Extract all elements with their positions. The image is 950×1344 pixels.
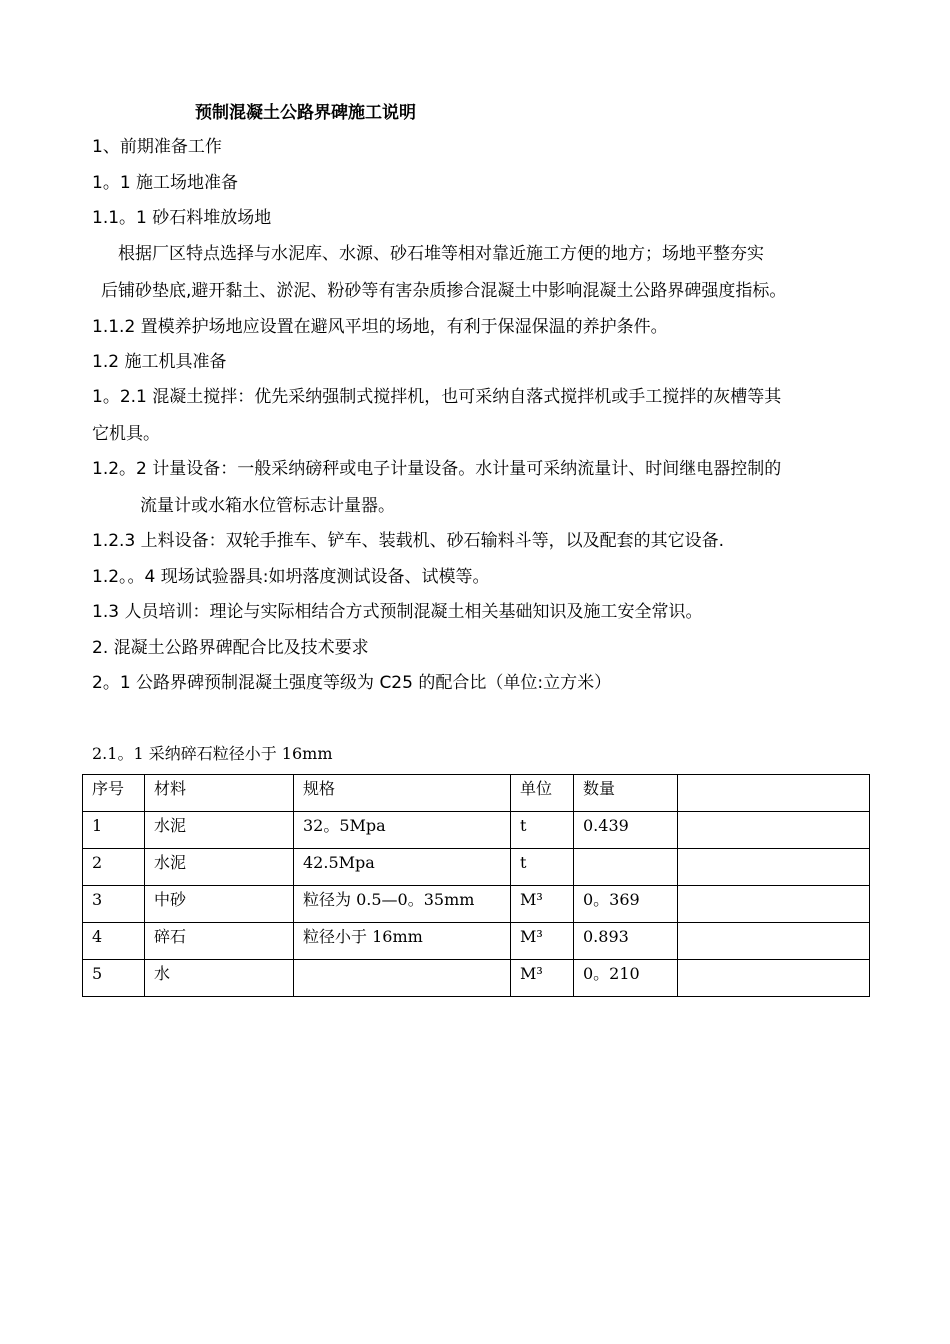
table-cell <box>574 849 678 886</box>
table-cell <box>678 960 870 997</box>
table-caption: 2.1。1 采纳碎石粒径小于 16mm <box>92 744 333 763</box>
table-row <box>83 960 870 997</box>
table-cell: 32。5Mpa <box>294 812 511 849</box>
header-cell: 材料 <box>145 775 294 812</box>
table-cell: 0。210 <box>574 960 678 997</box>
header-cell: 数量 <box>574 775 678 812</box>
table-cell: 粒径为 0.5—0。35mm <box>294 886 511 923</box>
table-cell: 5 <box>83 960 145 997</box>
table-cell: 0.439 <box>574 812 678 849</box>
table-cell <box>678 923 870 960</box>
section-heading: 1、前期准备工作 <box>92 137 222 157</box>
table-cell <box>678 812 870 849</box>
header-cell: 单位 <box>511 775 574 812</box>
table-cell: 42.5Mpa <box>294 849 511 886</box>
table-cell: 粒径小于 16mm <box>294 923 511 960</box>
table-cell: 0.893 <box>574 923 678 960</box>
paragraph-line: 1.2。。4 现场试验器具:如坍落度测试设备、试模等。 <box>92 567 490 587</box>
table-cell: 0。369 <box>574 886 678 923</box>
table-cell <box>678 849 870 886</box>
table-cell: 3 <box>83 886 145 923</box>
table-cell: 水泥 <box>145 849 294 886</box>
paragraph-line: 后铺砂垫底,避开黏土、淤泥、粉砂等有害杂质掺合混凝土中影响混凝土公路界碑强度指标。 <box>101 281 787 301</box>
subsection-heading: 1.2 施工机具准备 <box>92 352 227 372</box>
table-cell: 4 <box>83 923 145 960</box>
paragraph-line: 它机具。 <box>92 424 160 444</box>
table-cell: 2 <box>83 849 145 886</box>
table-cell <box>678 886 870 923</box>
subsection-heading: 2。1 公路界碑预制混凝土强度等级为 C25 的配合比（单位:立方米） <box>92 673 612 693</box>
table-cell: M³ <box>511 923 574 960</box>
table-cell: M³ <box>511 886 574 923</box>
paragraph-line: 流量计或水箱水位管标志计量器。 <box>140 496 395 516</box>
paragraph-line: 1.2.3 上料设备：双轮手推车、铲车、装载机、砂石输料斗等，以及配套的其它设备. <box>92 531 725 551</box>
table-cell: 碎石 <box>145 923 294 960</box>
paragraph-line: 1.3 人员培训：理论与实际相结合方式预制混凝土相关基础知识及施工安全常识。 <box>92 602 703 622</box>
table-cell: M³ <box>511 960 574 997</box>
header-cell: 序号 <box>83 775 145 812</box>
table-row <box>83 812 870 849</box>
table-row <box>83 886 870 923</box>
table-cell: 水 <box>145 960 294 997</box>
header-cell: 规格 <box>294 775 511 812</box>
subsection-heading: 1.1。1 砂石料堆放场地 <box>92 208 272 228</box>
section-heading: 2. 混凝土公路界碑配合比及技术要求 <box>92 638 369 658</box>
paragraph-line: 1.1.2 置模养护场地应设置在避风平坦的场地，有利于保湿保温的养护条件。 <box>92 317 668 337</box>
header-cell <box>678 775 870 812</box>
mix-ratio-table <box>82 774 870 997</box>
table-row <box>83 923 870 960</box>
table-cell: 中砂 <box>145 886 294 923</box>
table-cell: t <box>511 812 574 849</box>
table-header-row <box>83 775 870 812</box>
table-row <box>83 849 870 886</box>
document-title: 预制混凝土公路界碑施工说明 <box>195 103 416 123</box>
paragraph-line: 1。2.1 混凝土搅拌：优先采纳强制式搅拌机，也可采纳自落式搅拌机或手工搅拌的灰槽等其 <box>92 387 782 407</box>
subsection-heading: 1。1 施工场地准备 <box>92 173 239 193</box>
paragraph-line: 1.2。2 计量设备：一般采纳磅秤或电子计量设备。水计量可采纳流量计、时间继电器控制的 <box>92 459 782 479</box>
table-cell: t <box>511 849 574 886</box>
table-cell: 1 <box>83 812 145 849</box>
table-cell: 水泥 <box>145 812 294 849</box>
table-cell <box>294 960 511 997</box>
paragraph-line: 根据厂区特点选择与水泥库、水源、砂石堆等相对靠近施工方便的地方；场地平整夯实 <box>118 244 764 264</box>
